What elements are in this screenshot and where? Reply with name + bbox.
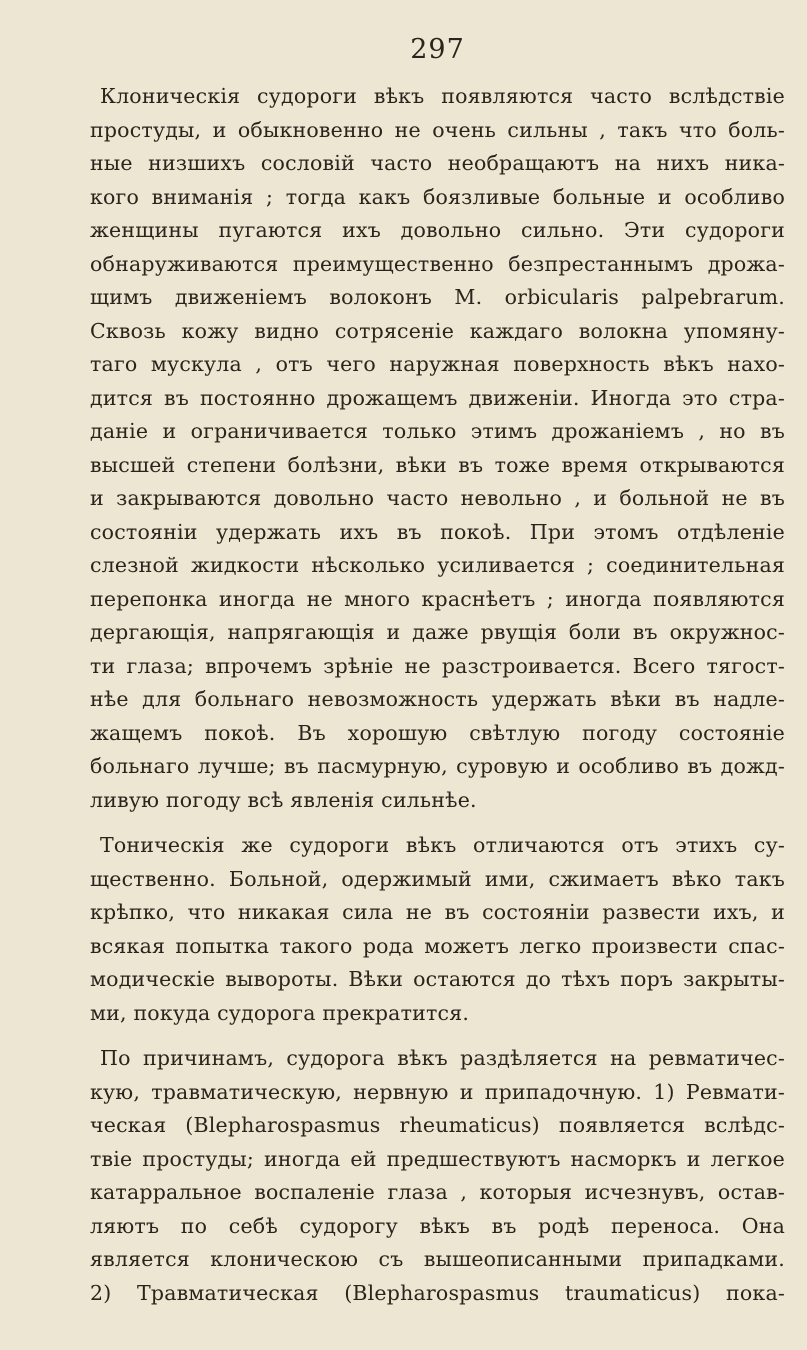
text-line: перепонка иногда не много краснѣетъ ; иногда появляются xyxy=(90,586,785,611)
text-line: таго мускула , отъ чего наружная поверхность вѣкъ нахо- xyxy=(90,352,785,376)
text-line: даніе и ограничивается только этимъ дрожаніемъ , но въ xyxy=(90,419,785,443)
paragraph-clonic xyxy=(90,80,785,817)
text-line: кую, травматическую, нервную и припадочную. 1) Ревмати- xyxy=(90,1079,785,1104)
text-line: жащемъ покоѣ. Въ хорошую свѣтлую погоду состояніе xyxy=(90,720,785,745)
text-line: щественно. Больной, одержимый ими, сжимаетъ вѣко такъ xyxy=(90,866,785,891)
text-line: слезной жидкости нѣсколько усиливается ; соединительная xyxy=(90,553,785,577)
text-line: простуды, и обыкновенно не очень сильны , такъ что боль- xyxy=(90,117,785,142)
text-line: ческая (Blepharospasmus rheumaticus) появляется вслѣдс- xyxy=(90,1113,785,1137)
text-line: Тоническія же судороги вѣкъ отличаются отъ этихъ су- xyxy=(100,833,785,857)
text-line: обнаруживаются преимущественно безпрестаннымъ дрожа- xyxy=(90,251,785,276)
text-line: больнаго лучше; въ пасмурную, суровую и особливо въ дожд- xyxy=(90,754,785,778)
text-line: дергающія, напрягающія и даже рвущія боли въ окружнос- xyxy=(90,620,785,644)
text-line: ляютъ по себѣ судорогу вѣкъ въ родѣ переноса. Она xyxy=(90,1213,785,1238)
text-line: катарральное воспаленіе глаза , которыя исчезнувъ, остав- xyxy=(90,1180,785,1204)
text-line: По причинамъ, судорога вѣкъ раздѣляется на ревматичес- xyxy=(100,1046,785,1070)
text-line: нѣе для больнаго невозможность удержать вѣки въ надле- xyxy=(90,687,785,711)
text-line: 2) Травматическая (Blepharospasmus traumaticus) пока- xyxy=(90,1280,785,1305)
text-line: ливую погоду всѣ явленія сильнѣе. xyxy=(90,787,477,812)
page-number: 297 xyxy=(410,34,465,65)
text-line: ти глаза; впрочемъ зрѣніе не разстроивается. Всего тягост- xyxy=(90,653,785,678)
text-line: состояніи удержать ихъ въ покоѣ. При этомъ отдѣленіе xyxy=(90,519,785,544)
text-line: ми, покуда судорога прекратится. xyxy=(90,1000,470,1025)
paragraph-spacer xyxy=(90,1030,785,1042)
text-line: Сквозь кожу видно сотрясеніе каждаго волокна упомяну- xyxy=(90,318,785,343)
paragraph-tonic xyxy=(90,829,785,1030)
text-line: Клоническія судороги вѣкъ появляются часто вслѣдствіе xyxy=(100,84,785,108)
text-line: кого вниманія ; тогда какъ боязливые больные и особливо xyxy=(90,184,785,209)
text-line: является клоническою съ вышеописанными припадками. xyxy=(90,1247,785,1271)
text-line: ные низшихъ сословій часто необращаютъ на нихъ ника- xyxy=(90,151,785,175)
text-line: и закрываются довольно часто невольно , и больной не въ xyxy=(90,486,785,510)
text-line: крѣпко, что никакая сила не въ состояніи развести ихъ, и xyxy=(90,900,785,924)
paragraph-spacer xyxy=(90,817,785,829)
text-line: щимъ движеніемъ волоконъ M. orbicularis palpebrarum. xyxy=(90,285,785,309)
text-line: дится въ постоянно дрожащемъ движеніи. Иногда это стра- xyxy=(90,385,785,410)
paragraph-causes xyxy=(90,1042,785,1310)
text-line: твіе простуды; иногда ей предшествуютъ насморкъ и легкое xyxy=(90,1146,785,1171)
text-line: всякая попытка такого рода можетъ легко произвести спас- xyxy=(90,933,785,958)
text-line: высшей степени болѣзни, вѣки въ тоже время открываются xyxy=(90,452,785,477)
text-line: модическіе вывороты. Вѣки остаются до тѣхъ поръ закрыты- xyxy=(90,967,785,991)
text-line: женщины пугаются ихъ довольно сильно. Эти судороги xyxy=(90,218,785,242)
